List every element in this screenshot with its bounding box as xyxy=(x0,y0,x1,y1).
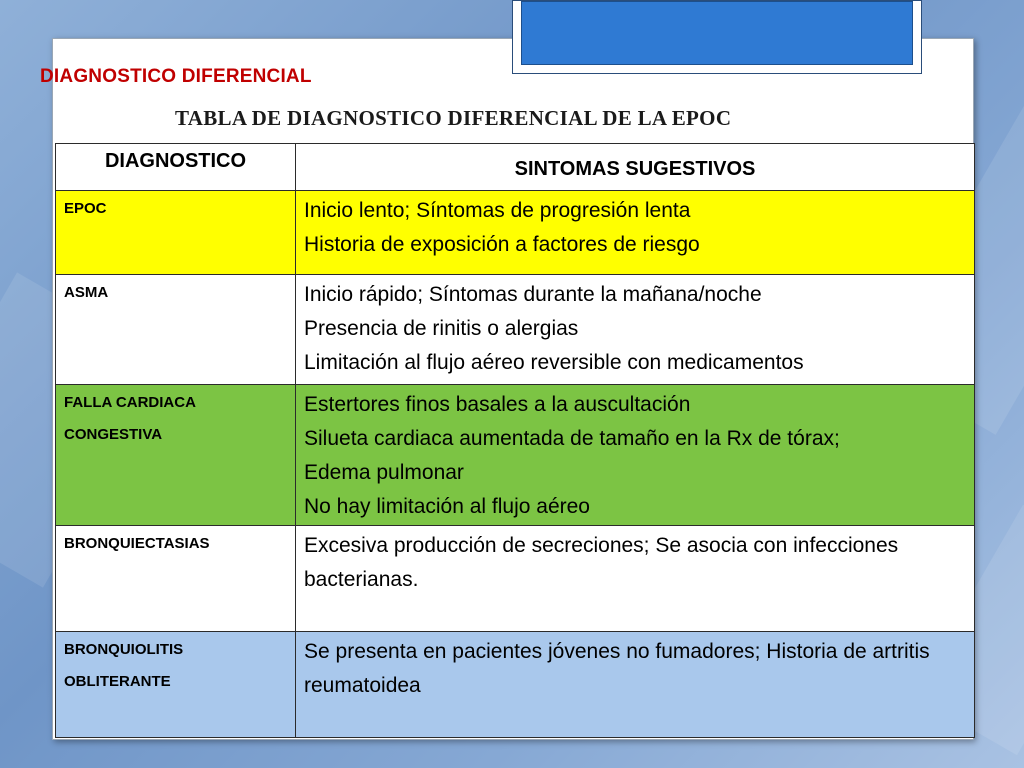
symptom-line: Estertores finos basales a la auscultación xyxy=(304,393,691,416)
diagnosis-cell xyxy=(56,191,296,275)
symptom-line: Inicio rápido; Síntomas durante la mañana/noche xyxy=(304,283,762,306)
table-row-bronquiectasias xyxy=(56,526,975,632)
symptom-line: Historia de exposición a factores de riesgo xyxy=(304,233,700,256)
differential-diagnosis-table xyxy=(55,143,975,738)
symptom-line: Silueta cardiaca aumentada de tamaño en la Rx de tórax; xyxy=(304,427,840,450)
diagnosis-text: EPOC xyxy=(64,200,107,217)
table-header-row xyxy=(56,144,975,191)
decorative-banner-fill xyxy=(521,1,913,65)
diagnosis-cell xyxy=(56,275,296,385)
symptoms-cell xyxy=(296,275,975,385)
diagnosis-text: FALLA CARDIACA xyxy=(64,394,196,411)
diagnosis-text: OBLITERANTE xyxy=(64,673,171,690)
diagnosis-cell xyxy=(56,632,296,738)
symptom-line: Edema pulmonar xyxy=(304,461,464,484)
header-symptoms: SINTOMAS SUGESTIVOS xyxy=(296,144,975,191)
symptom-line: Presencia de rinitis o alergias xyxy=(304,317,579,340)
diagnosis-text: BRONQUIOLITIS xyxy=(64,641,184,658)
symptom-line: Excesiva producción de secreciones; Se asocia con infecciones bacterianas. xyxy=(304,534,899,591)
diagnosis-text: ASMA xyxy=(64,284,109,301)
diagnosis-text: BRONQUIECTASIAS xyxy=(64,535,210,552)
section-heading: DIAGNOSTICO DIFERENCIAL xyxy=(40,66,312,87)
symptom-line: No hay limitación al flujo aéreo xyxy=(304,495,590,518)
symptom-line: Limitación al flujo aéreo reversible con medicamentos xyxy=(304,351,804,374)
table-row-falla-cardiaca xyxy=(56,385,975,526)
diagnosis-cell xyxy=(56,385,296,526)
diagnosis-cell xyxy=(56,526,296,632)
symptoms-cell xyxy=(296,385,975,526)
symptoms-cell xyxy=(296,632,975,738)
decorative-banner xyxy=(512,0,922,74)
table-row-bronquiolitis xyxy=(56,632,975,738)
symptom-line: Inicio lento; Síntomas de progresión lenta xyxy=(304,199,691,222)
symptom-line: Se presenta en pacientes jóvenes no fumadores; Historia de artritis reumatoidea xyxy=(304,640,930,697)
header-diagnosis: DIAGNOSTICO xyxy=(56,144,296,191)
table-title: TABLA DE DIAGNOSTICO DIFERENCIAL DE LA EPOC xyxy=(175,106,732,130)
symptoms-cell xyxy=(296,526,975,632)
diagnosis-text: CONGESTIVA xyxy=(64,426,163,443)
table-row-asma xyxy=(56,275,975,385)
table-row-epoc xyxy=(56,191,975,275)
symptoms-cell xyxy=(296,191,975,275)
